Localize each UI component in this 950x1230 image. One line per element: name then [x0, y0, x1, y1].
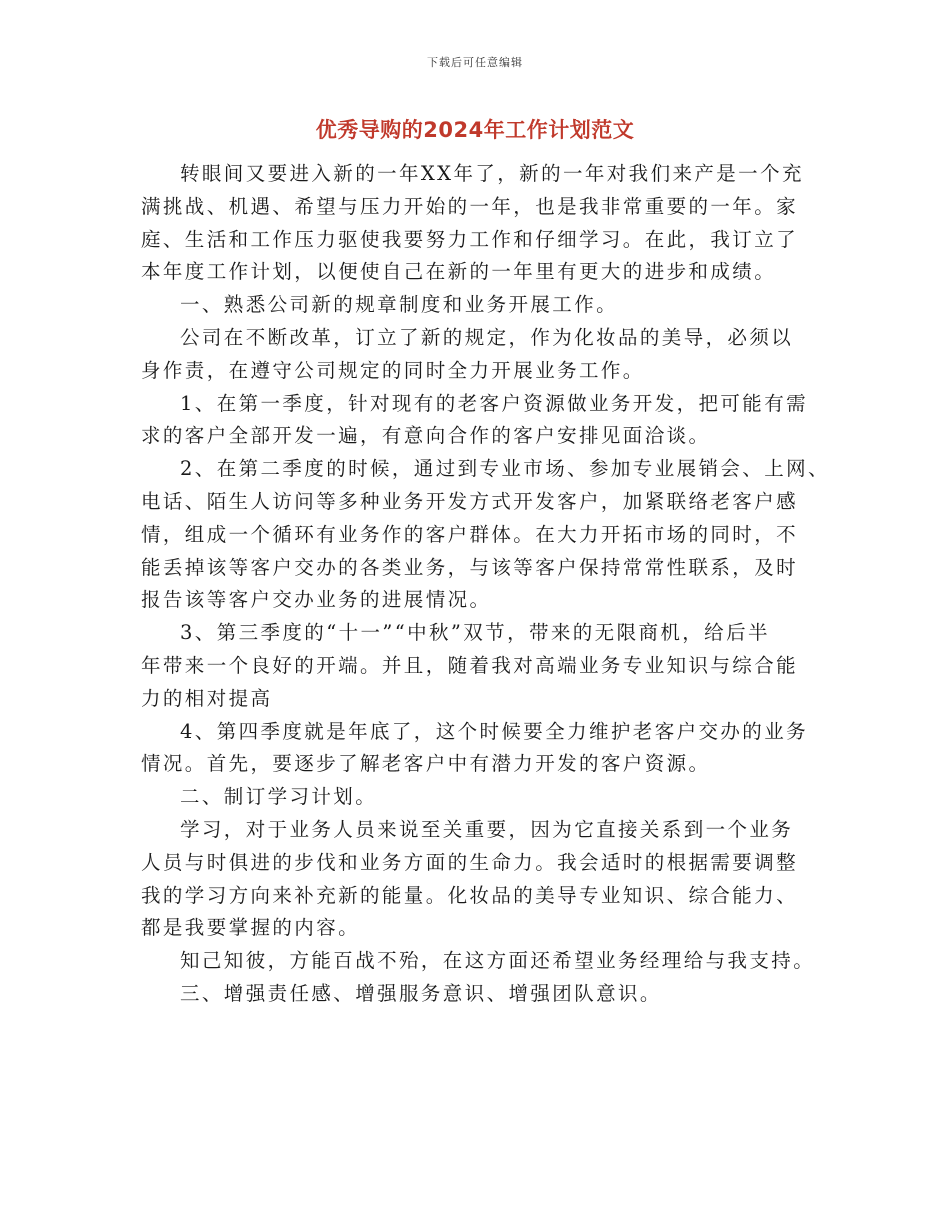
header-note: 下载后可任意编辑	[427, 56, 523, 69]
text-line: 3、第三季度的“十一”“中秋”双节，带来的无限商机，给后半	[180, 621, 770, 645]
text-line: 能丢掉该等客户交办的各类业务，与该等客户保持常常性联系，及时	[141, 555, 799, 579]
text-line: 4、第四季度就是年底了，这个时候要全力维护老客户交办的业务	[180, 719, 809, 743]
text-line: 庭、生活和工作压力驱使我要努力工作和仔细学习。在此，我订立了	[141, 227, 799, 251]
text-line: 我的学习方向来补充新的能量。化妆品的美导专业知识、综合能力、	[141, 883, 799, 907]
text-line: 一、熟悉公司新的规章制度和业务开展工作。	[180, 293, 619, 317]
paragraph	[141, 617, 821, 715]
paragraph	[141, 716, 821, 782]
section-heading	[141, 978, 821, 1011]
text-line: 求的客户全部开发一遍，有意向合作的客户安排见面洽谈。	[141, 424, 711, 448]
text-line: 年带来一个良好的开端。并且，随着我对高端业务专业知识与综合能	[141, 653, 799, 677]
section-heading	[141, 781, 821, 814]
paragraph	[141, 453, 830, 617]
paragraph	[141, 814, 821, 945]
section-heading	[141, 289, 821, 322]
text-line: 转眼间又要进入新的一年XX年了，新的一年对我们来产是一个充	[180, 162, 804, 185]
text-line: 本年度工作计划，以便使自己在新的一年里有更大的进步和成绩。	[141, 260, 777, 284]
text-line: 力的相对提高	[141, 686, 273, 710]
paragraph	[141, 388, 821, 454]
text-line: 报告该等客户交办业务的进展情况。	[141, 588, 492, 612]
text-line: 2、在第二季度的时候，通过到专业市场、参加专业展销会、上网、	[180, 457, 830, 481]
text-line: 情，组成一个循环有业务作的客户群体。在大力开拓市场的同时，不	[141, 522, 799, 546]
text-line: 三、增强责任感、增强服务意识、增强团队意识。	[180, 981, 662, 1005]
paragraph	[141, 322, 821, 388]
text-line: 公司在不断改革，订立了新的规定，作为化妆品的美导，必须以	[180, 325, 794, 349]
text-line: 满挑战、机遇、希望与压力开始的一年，也是我非常重要的一年。家	[141, 194, 799, 218]
text-line: 情况。首先，要逐步了解老客户中有潜力开发的客户资源。	[141, 752, 711, 776]
text-line: 都是我要掌握的内容。	[141, 916, 361, 940]
paragraph	[141, 158, 821, 289]
text-line: 电话、陌生人访问等多种业务开发方式开发客户，加紧联络老客户感	[141, 489, 799, 513]
text-line: 1、在第一季度，针对现有的老客户资源做业务开发，把可能有需	[180, 391, 809, 415]
document-body	[141, 158, 830, 1011]
text-line: 学习，对于业务人员来说至关重要，因为它直接关系到一个业务	[180, 817, 794, 841]
text-line: 人员与时俱进的步伐和业务方面的生命力。我会适时的根据需要调整	[141, 850, 799, 874]
paragraph	[141, 945, 821, 978]
text-line: 身作责，在遵守公司规定的同时全力开展业务工作。	[141, 358, 645, 382]
document-title: 优秀导购的2024年工作计划范文	[315, 118, 635, 142]
text-line: 二、制订学习计划。	[180, 785, 378, 809]
text-line: 知己知彼，方能百战不殆，在这方面还希望业务经理给与我支持。	[180, 949, 816, 973]
